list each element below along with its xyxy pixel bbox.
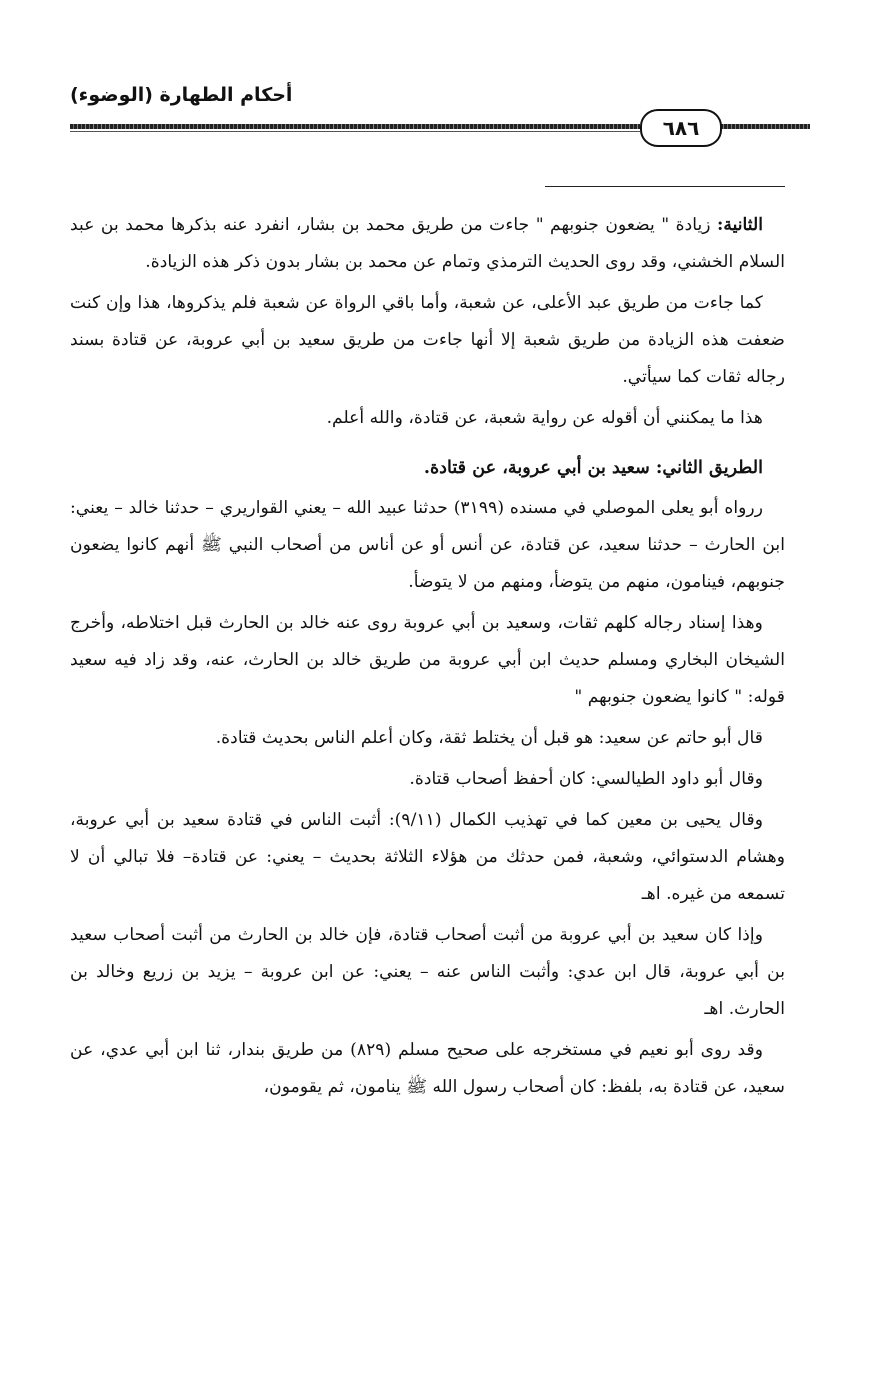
paragraph-text: زيادة " يضعون جنوبهم " جاءت من طريق محمد بن بشار، انفرد عنه بذكرها محمد بن عبد السلام الخشني، وقد روى الحديث الترمذي وتمام عن محمد بن بشار بدون ذكر هذه الزيادة. [70,215,785,272]
section-heading: الطريق الثاني: سعيد بن أبي عروبة، عن قتادة. [423,457,763,478]
paragraph-6: قال أبو حاتم عن سعيد: هو قبل أن يختلط ثقة، وكان أعلم الناس بحديث قتادة. [215,728,763,748]
paragraph-5: وهذا إسناد رجاله كلهم ثقات، وسعيد بن أبي عروبة روى عنه خالد بن الحارث قبل اختلاطه، وأخرج الشيخان البخاري ومسلم حديث ابن أبي عروبة من طريق خالد بن الحارث، عنه، وقد زاد فيه سعيد قوله: " كانوا يضعون جنوبهم " [70,613,785,707]
paragraph-4: ررواه أبو يعلى الموصلي في مسنده (٣١٩٩) حدثنا عبيد الله – يعني القواريري – حدثنا خالد – يعني: ابن الحارث – حدثنا سعيد، عن قتادة، عن أنس أو عن أناس من أصحاب النبي ﷺ أنهم كانوا يضعون جنوبهم، فينامون، منهم من يتوضأ، ومنهم من لا يتوضأ. [70,498,785,592]
paragraph-2: كما جاءت من طريق عبد الأعلى، عن شعبة، وأما باقي الرواة عن شعبة فلم يذكروها، هذا وإن كنت ضعفت هذه الزيادة من طريق شعبة إلا أنها جاءت من طريق سعيد بن أبي عروبة، عن قتادة بسند رجاله ثقات كما سيأتي. [70,293,785,387]
paragraph-10: وقد روى أبو نعيم في مستخرجه على صحيح مسلم (٨٢٩) من طريق بندار، ثنا ابن أبي عدي، عن سعيد، عن قتادة به، بلفظ: كان أصحاب رسول الله ﷺ ينامون، ثم يقومون، [70,1040,785,1097]
paragraph-3: هذا ما يمكنني أن أقوله عن رواية شعبة، عن قتادة، والله أعلم. [326,408,763,428]
running-header-title: أحكام الطهارة (الوضوء) [70,84,293,106]
header-rule-thin [70,131,640,132]
body-text [70,207,785,1110]
header-rule-right [720,124,810,129]
page-number-badge: ٦٨٦ [640,109,722,147]
paragraph-8: وقال يحيى بن معين كما في تهذيب الكمال (٩/١١): أثبت الناس في قتادة سعيد بن أبي عروبة، وهشام الدستوائي، وشعبة، فمن حدثك من هؤلاء الثلاثة بحديث – يعني: عن قتادة– فلا تبالي أن لا تسمعه من غيره. اهـ [70,810,785,904]
paragraph-9: وإذا كان سعيد بن أبي عروبة من أثبت أصحاب قتادة، فإن خالد بن الحارث من أثبت أصحاب سعيد بن أبي عروبة، قال ابن عدي: وأثبت الناس عنه – يعني: عن ابن عروبة – يزيد بن زريع وخالد بن الحارث. اهـ [70,925,785,1019]
header-rule [70,124,640,129]
separator-line [545,186,785,187]
paragraph-1 [70,207,785,281]
paragraph-label: الثانية: [717,215,763,235]
paragraph-7: وقال أبو داود الطيالسي: كان أحفظ أصحاب قتادة. [409,769,763,789]
